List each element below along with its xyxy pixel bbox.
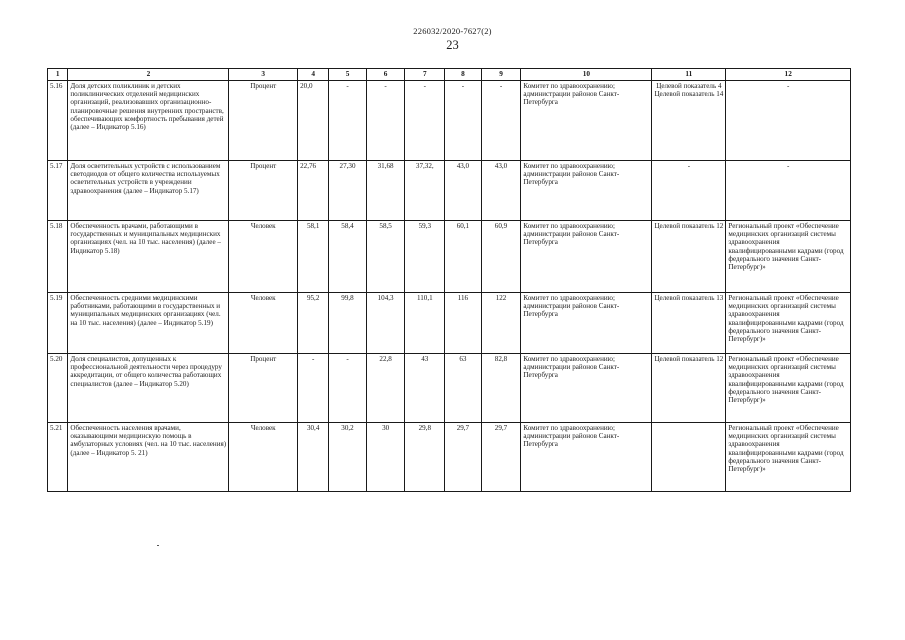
value-cell: 59,3 xyxy=(405,221,445,293)
indicator-name: Обеспеченность средними медицинскими работниками, работающими в государственных и муниципальных медицинских организациях (чел. на 10 тыс. населения) (далее – Индикатор 5.19) xyxy=(68,293,229,354)
indicators-table xyxy=(47,68,851,492)
value-cell: - xyxy=(405,81,445,161)
regional-project: - xyxy=(726,161,851,221)
value-cell: 22,8 xyxy=(366,354,405,423)
unit: Человек xyxy=(229,221,298,293)
target-indicator: Целевой показатель 13 xyxy=(652,293,726,354)
value-cell: 99,8 xyxy=(329,293,367,354)
table-row xyxy=(48,81,851,161)
regional-project: - xyxy=(726,81,851,161)
executor: Комитет по здравоохранению; администрации районов Санкт-Петербурга xyxy=(521,423,652,492)
value-cell: 122 xyxy=(481,293,521,354)
value-cell: 63 xyxy=(445,354,482,423)
regional-project: Региональный проект «Обеспечение медицинских организаций системы здравоохранения квалифицированными кадрами (город федерального значения Санкт-Петербург)» xyxy=(726,221,851,293)
column-header: 12 xyxy=(726,69,851,81)
column-header: 8 xyxy=(445,69,482,81)
row-number: 5.18 xyxy=(48,221,68,293)
value-cell: 30,2 xyxy=(329,423,367,492)
executor: Комитет по здравоохранению; администрации районов Санкт-Петербурга xyxy=(521,354,652,423)
value-cell: - xyxy=(298,354,329,423)
value-cell: 116 xyxy=(445,293,482,354)
executor: Комитет по здравоохранению; администрации районов Санкт-Петербурга xyxy=(521,221,652,293)
value-cell: - xyxy=(329,354,367,423)
value-cell: 58,5 xyxy=(366,221,405,293)
value-cell: - xyxy=(329,81,367,161)
column-header: 10 xyxy=(521,69,652,81)
column-header: 4 xyxy=(298,69,329,81)
target-indicator: Целевой показатель 12 xyxy=(652,221,726,293)
executor: Комитет по здравоохранению; администрации районов Санкт-Петербурга xyxy=(521,81,652,161)
target-indicator: Целевой показатель 4 Целевой показатель 14 xyxy=(652,81,726,161)
document-number: 226032/2020-7627(2) xyxy=(413,26,492,36)
table-row xyxy=(48,423,851,492)
value-cell: 95,2 xyxy=(298,293,329,354)
value-cell: 30,4 xyxy=(298,423,329,492)
target-indicator: - xyxy=(652,161,726,221)
table-row xyxy=(48,221,851,293)
value-cell: 43,0 xyxy=(445,161,482,221)
column-header: 3 xyxy=(229,69,298,81)
executor: Комитет по здравоохранению; администрации районов Санкт-Петербурга xyxy=(521,293,652,354)
unit: Человек xyxy=(229,423,298,492)
indicator-name: Доля специалистов, допущенных к профессиональной деятельности через процедуру аккредитации, от общего количества работающих специалистов (далее – Индикатор 5.20) xyxy=(68,354,229,423)
value-cell: 30 xyxy=(366,423,405,492)
value-cell: 27,30 xyxy=(329,161,367,221)
row-number: 5.19 xyxy=(48,293,68,354)
row-number: 5.21 xyxy=(48,423,68,492)
scan-speck xyxy=(157,545,159,546)
unit: Процент xyxy=(229,81,298,161)
column-header: 5 xyxy=(329,69,367,81)
indicator-name: Доля детских поликлиник и детских поликлинических отделений медицинских организаций, реализовавших организационно-планировочные решения внутренних пространств, обеспечивающих комфортность пребывания детей (далее – Индикатор 5.16) xyxy=(68,81,229,161)
row-number: 5.17 xyxy=(48,161,68,221)
regional-project: Региональный проект «Обеспечение медицинских организаций системы здравоохранения квалифицированными кадрами (город федерального значения Санкт-Петербург)» xyxy=(726,293,851,354)
regional-project: Региональный проект «Обеспечение медицинских организаций системы здравоохранения квалифицированными кадрами (город федерального значения Санкт-Петербург)» xyxy=(726,423,851,492)
value-cell: 37,32, xyxy=(405,161,445,221)
value-cell: 82,8 xyxy=(481,354,521,423)
value-cell: - xyxy=(366,81,405,161)
value-cell: - xyxy=(481,81,521,161)
indicator-name: Обеспеченность врачами, работающими в государственных и муниципальных медицинских организациях (чел. на 10 тыс. населения) (далее – Индикатор 5.18) xyxy=(68,221,229,293)
value-cell: - xyxy=(445,81,482,161)
indicator-name: Обеспеченность населения врачами, оказывающими медицинскую помощь в амбулаторных условиях (чел. на 10 тыс. населения) (далее – Индикатор 5. 21) xyxy=(68,423,229,492)
header-row xyxy=(48,69,851,81)
value-cell: 43 xyxy=(405,354,445,423)
unit: Процент xyxy=(229,161,298,221)
target-indicator xyxy=(652,423,726,492)
column-header: 7 xyxy=(405,69,445,81)
value-cell: 20,0 xyxy=(298,81,329,161)
column-header: 6 xyxy=(366,69,405,81)
page-number: 23 xyxy=(446,38,459,52)
value-cell: 60,9 xyxy=(481,221,521,293)
value-cell: 22,76 xyxy=(298,161,329,221)
row-number: 5.16 xyxy=(48,81,68,161)
row-number: 5.20 xyxy=(48,354,68,423)
indicator-name: Доля осветительных устройств с использованием светодиодов от общего количества используемых осветительных устройств в учреждении здравоохранения (далее – Индикатор 5.17) xyxy=(68,161,229,221)
unit: Процент xyxy=(229,354,298,423)
value-cell: 104,3 xyxy=(366,293,405,354)
value-cell: 58,4 xyxy=(329,221,367,293)
value-cell: 29,7 xyxy=(445,423,482,492)
table-row xyxy=(48,161,851,221)
column-header: 11 xyxy=(652,69,726,81)
value-cell: 58,1 xyxy=(298,221,329,293)
value-cell: 29,7 xyxy=(481,423,521,492)
column-header: 1 xyxy=(48,69,68,81)
unit: Человек xyxy=(229,293,298,354)
value-cell: 29,8 xyxy=(405,423,445,492)
value-cell: 60,1 xyxy=(445,221,482,293)
table-row xyxy=(48,293,851,354)
executor: Комитет по здравоохранению; администрации районов Санкт-Петербурга xyxy=(521,161,652,221)
column-header: 9 xyxy=(481,69,521,81)
value-cell: 43,0 xyxy=(481,161,521,221)
column-header: 2 xyxy=(68,69,229,81)
regional-project: Региональный проект «Обеспечение медицинских организаций системы здравоохранения квалифицированными кадрами (город федерального значения Санкт-Петербург)» xyxy=(726,354,851,423)
table-row xyxy=(48,354,851,423)
value-cell: 31,68 xyxy=(366,161,405,221)
target-indicator: Целевой показатель 12 xyxy=(652,354,726,423)
value-cell: 110,1 xyxy=(405,293,445,354)
